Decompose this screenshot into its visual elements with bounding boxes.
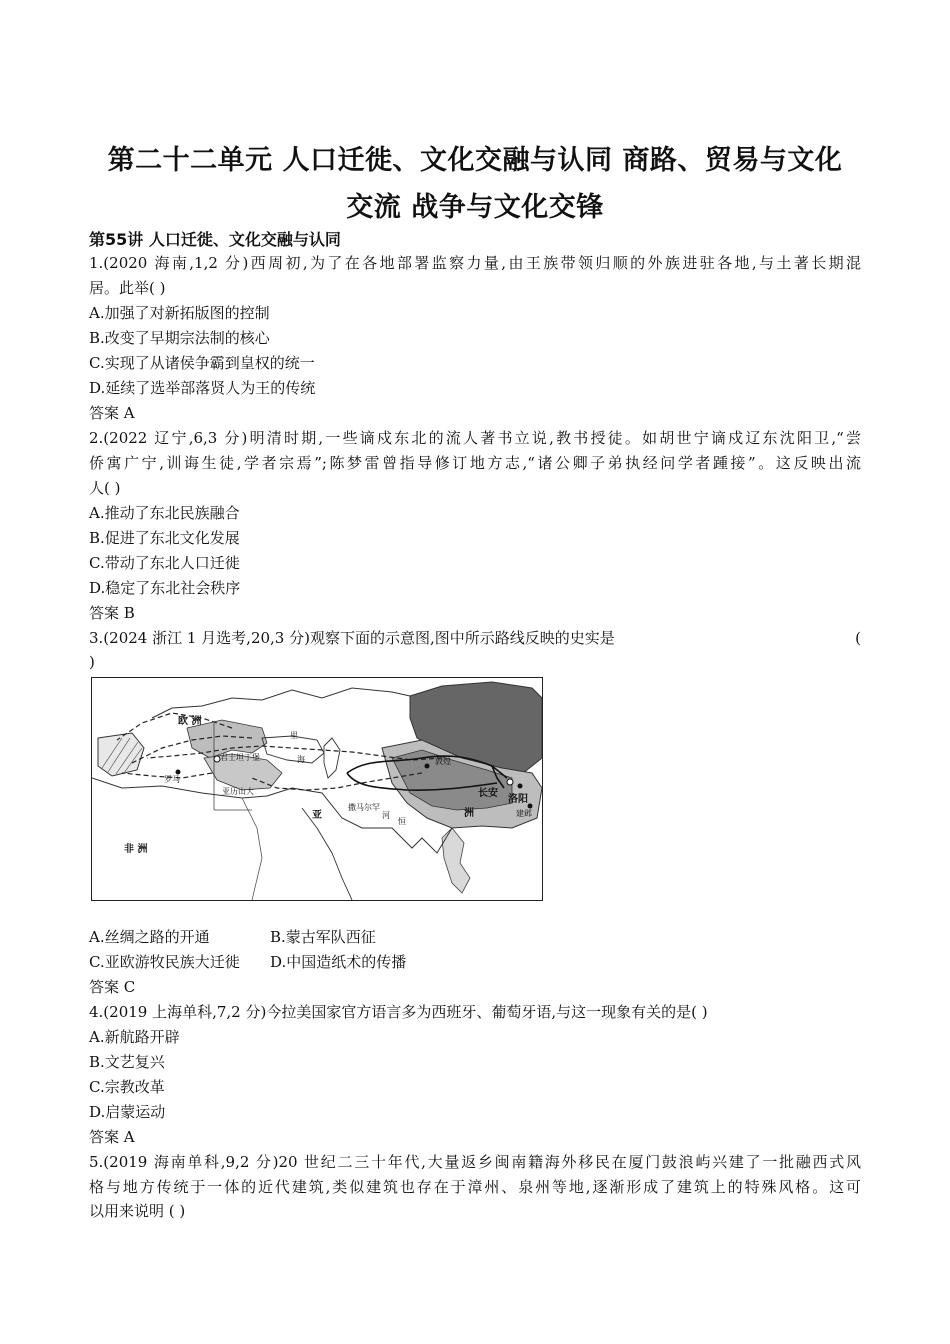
map-label-black-sea: 里	[290, 731, 298, 740]
q2-option-d[interactable]: D.稳定了东北社会秩序	[89, 579, 241, 597]
q2-stem-line-3: 人( )	[89, 479, 121, 497]
q5-stem-line-3: 以用来说明 ( )	[89, 1202, 186, 1220]
q4-option-b[interactable]: B.文艺复兴	[89, 1053, 165, 1071]
q3-option-b[interactable]: B.蒙古军队西征	[270, 928, 376, 946]
q5-stem-line-2: 格与地方传统于一体的近代建筑,类似建筑也存在于漳州、泉州等地,逐渐形成了建筑上的特殊风格。这可	[89, 1178, 861, 1196]
unit-title-line-2: 交流 战争与文化交锋	[346, 192, 604, 223]
q3-answer: 答案 C	[89, 978, 136, 996]
map-label-changan: 长安	[478, 788, 498, 799]
q2-option-a[interactable]: A.推动了东北民族融合	[89, 504, 240, 522]
q4-option-c[interactable]: C.宗教改革	[89, 1078, 165, 1096]
q1-option-d[interactable]: D.延续了选举部落贤人为王的传统	[89, 379, 316, 397]
map-drawing	[92, 678, 542, 900]
map-label-africa: 非 洲	[124, 844, 148, 855]
q3-paren-right: )	[89, 653, 95, 671]
map-label-luoyang: 洛阳	[508, 794, 528, 805]
q3-paren-left: (	[855, 629, 861, 647]
q1-option-b[interactable]: B.改变了早期宗法制的核心	[89, 329, 270, 347]
map-label-caspian: 海	[297, 755, 305, 764]
q3-option-a[interactable]: A.丝绸之路的开通	[89, 928, 210, 946]
q3-stem-line-1: 3.(2024 浙江 1 月选考,20,3 分)观察下面的示意图,图中所示路线反映的史实是	[89, 629, 615, 647]
map-label-asia: 亚	[312, 810, 322, 821]
q2-answer: 答案 B	[89, 604, 135, 622]
q3-option-d[interactable]: D.中国造纸术的传播	[270, 953, 407, 971]
q2-stem-line-1: 2.(2022 辽宁,6,3 分)明清时期,一些谪戍东北的流人著书立说,教书授徒。如胡世宁谪戍辽东沈阳卫,“尝	[89, 429, 861, 447]
q4-option-a[interactable]: A.新航路开辟	[89, 1028, 180, 1046]
q4-stem-line-1: 4.(2019 上海单科,7,2 分)今拉美国家官方语言多为西班牙、葡萄牙语,与这一现象有关的是( )	[89, 1003, 708, 1021]
map-label-asia-2: 洲	[464, 808, 474, 819]
q4-option-d[interactable]: D.启蒙运动	[89, 1103, 166, 1121]
map-label-samarkand: 撒马尔罕	[348, 803, 380, 812]
q1-answer: 答案 A	[89, 404, 135, 422]
map-label-jianye: 建邺	[516, 809, 532, 818]
map-label-rome: 罗马	[164, 775, 180, 784]
q1-option-a[interactable]: A.加强了对新拓版图的控制	[89, 304, 270, 322]
q4-answer: 答案 A	[89, 1128, 135, 1146]
map-label-ganges: 恒	[398, 817, 406, 826]
q1-stem-line-1: 1.(2020 海南,1,2 分)西周初,为了在各地部署监察力量,由王族带领归顺的外族进驻各地,与土著长期混	[89, 254, 861, 272]
q1-stem-line-2: 居。此举( )	[89, 279, 166, 297]
lecture-heading: 第55讲 人口迁徙、文化交融与认同	[89, 230, 341, 249]
map-label-constantinople: 君士坦丁堡	[220, 753, 260, 762]
unit-title-line-1: 第二十二单元 人口迁徙、文化交融与认同 商路、贸易与文化	[107, 145, 843, 176]
map-label-alexandria: 亚历山大	[222, 787, 254, 796]
map-label-europe: 欧 洲	[178, 716, 202, 727]
q2-option-b[interactable]: B.促进了东北文化发展	[89, 529, 240, 547]
q3-option-c[interactable]: C.亚欧游牧民族大迁徙	[89, 953, 240, 971]
map-label-indus: 河	[382, 811, 390, 820]
q1-option-c[interactable]: C.实现了从诸侯争霸到皇权的统一	[89, 354, 315, 372]
migration-route-map	[91, 677, 543, 901]
q2-stem-line-2: 侨寓广宁,训诲生徒,学者宗焉”;陈梦雷曾指导修订地方志,“诸公卿子弟执经问学者踵接”。这反映出流	[89, 454, 861, 472]
map-label-dunhuang: 敦煌	[435, 757, 451, 766]
q5-stem-line-1: 5.(2019 海南单科,9,2 分)20 世纪二三十年代,大量返乡闽南籍海外移民在厦门鼓浪屿兴建了一批融西式风	[89, 1153, 861, 1171]
q2-option-c[interactable]: C.带动了东北人口迁徙	[89, 554, 240, 572]
